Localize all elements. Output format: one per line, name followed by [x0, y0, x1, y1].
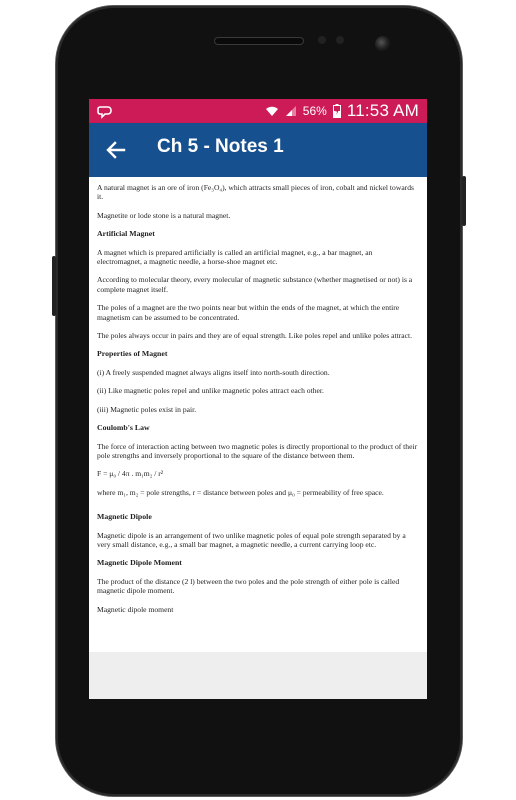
- cell-signal-icon: [285, 105, 297, 117]
- status-bar: [89, 99, 427, 123]
- front-camera-icon: [375, 36, 391, 52]
- paragraph-natural-magnet: A natural magnet is an ore of iron (Fe₃O₄), which attracts small pieces of iron, cobalt and nickel towards it.: [97, 183, 414, 202]
- paragraph-lodestone: Magnetite or lode stone is a natural magnet.: [97, 210, 231, 220]
- notes-content[interactable]: [89, 177, 427, 652]
- volume-button: [52, 256, 56, 316]
- heading-artificial-magnet: Artificial Magnet: [97, 229, 155, 239]
- heading-coulombs-law: Coulomb's Law: [97, 423, 150, 433]
- paragraph-poles: The poles of a magnet are the two points near but within the ends of the magnet, at which the entire magnetism can be assumed to be concentrated.: [97, 303, 400, 322]
- paragraph-coulombs-law: The force of interaction acting between two magnetic poles is directly proportional to the product of their pole strengths and inversely proportional to the square of the distance between them.: [97, 441, 418, 460]
- proximity-sensor: [318, 36, 326, 44]
- heading-dipole-moment: Magnetic Dipole Moment: [97, 558, 182, 568]
- paragraph-dipole-moment-label: Magnetic dipole moment: [97, 604, 174, 614]
- earpiece-speaker: [214, 37, 304, 45]
- property-item: (iii) Magnetic poles exist in pair.: [97, 404, 197, 414]
- phone-screen: [89, 99, 427, 699]
- paragraph-dipole-moment: The product of the distance (2 l) between the two poles and the pole strength of either pole is called magnetic dipole moment.: [97, 576, 400, 596]
- paragraph-formula-terms: where m₁, m₂ = pole strengths, r = distance between poles and μ₀ = permeability of free space.: [97, 487, 384, 497]
- paragraph-poles-pairs: The poles always occur in pairs and they are of equal strength. Like poles repel and unlike poles attract.: [97, 331, 413, 341]
- paragraph-molecular-theory: According to molecular theory, every molecular of magnetic substance (whether magnetised or not) is a complete magnet itself.: [97, 275, 413, 294]
- coulomb-formula: F = μ₀ / 4π . m₁m₂ / r²: [97, 469, 164, 479]
- wifi-icon: [265, 105, 279, 117]
- clock-time: 11:53 AM: [346, 101, 419, 120]
- heading-magnetic-dipole: Magnetic Dipole: [97, 512, 152, 522]
- battery-percent: 56%: [302, 104, 327, 118]
- paragraph-artificial-magnet: A magnet which is prepared artificially is called an artificial magnet, e.g., a bar magnet, an electromagnet, a magnetic needle, a horse-shoe magnet etc.: [97, 247, 373, 267]
- power-button: [462, 176, 466, 226]
- property-item: (i) A freely suspended magnet always aligns itself into north-south direction.: [97, 367, 330, 377]
- heading-properties: Properties of Magnet: [97, 349, 168, 359]
- app-toolbar: [89, 123, 427, 177]
- battery-charging-icon: [333, 104, 341, 118]
- light-sensor: [336, 36, 344, 44]
- page-title: Ch 5 - Notes 1: [157, 136, 284, 157]
- paragraph-magnetic-dipole: Magnetic dipole is an arrangement of two unlike magnetic poles of equal pole strength separated by a very small distance, e.g., a small bar magnet, a magnetic needle, a current carrying loop etc.: [97, 530, 406, 549]
- bottom-blank-area: [89, 652, 427, 699]
- property-item: (ii) Like magnetic poles repel and unlike magnetic poles attract each other.: [97, 386, 324, 396]
- app-notification-icon: [97, 103, 113, 119]
- arrow-left-icon[interactable]: [103, 137, 129, 163]
